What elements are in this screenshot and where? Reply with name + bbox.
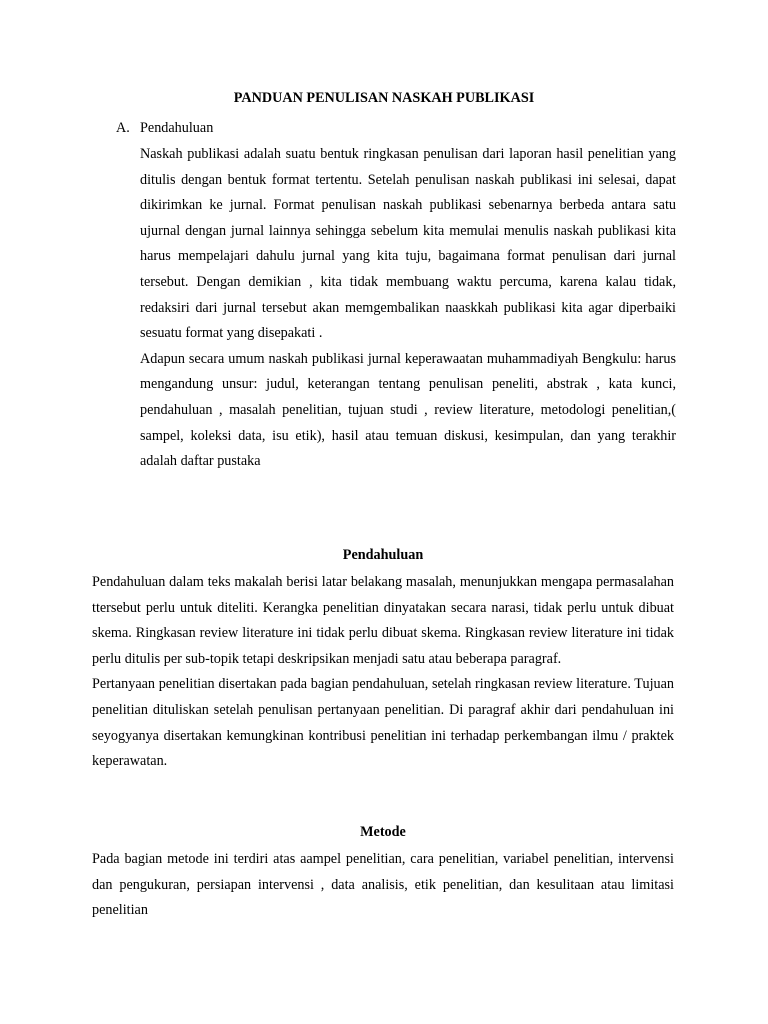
- section-a-paragraph: Naskah publikasi adalah suatu bentuk ringkasan penulisan dari laporan hasil penelitian yang ditulis dengan bentuk format tertentu. Setelah penulisan naskah publikasi ini selesai, dapat dikirimkan ke jurnal. Format penulisan naskah publikasi sebenarnya berbeda antara satu ujurnal dengan jurnal lainnya sehingga sebelum kita memulai menulis naskah publikasi kita harus mempelajari dahulu jurnal yang kita tuju, bagaimana format penulisan dari jurnal tersebut. Dengan demikian , kita tidak membuang waktu percuma, karena kalau tidak, redaksiri dari jurnal tersebut akan memgembalikan naaskkah publikasi kita agar diperbaiki sesuatu format yang disepakati .: [140, 146, 676, 342]
- section-a-paragraph: Adapun secara umum naskah publikasi jurnal keperawaatan muhammadiyah Bengkulu: harus mengandung unsur: judul, keterangan tentang penulisan peneliti, abstrak , kata kunci, pendahuluan , masalah penelitian, tujuan studi , review literature, metodologi penelitian,( sampel, koleksi data, isu etik), hasil atau temuan diskusi, kesimpulan, dan yang terakhir adalah daftar pustaka: [140, 350, 676, 470]
- section-a-title: Pendahuluan: [140, 120, 214, 136]
- metode-section: [92, 822, 674, 924]
- metode-paragraph: Pada bagian metode ini terdiri atas aampel penelitian, cara penelitian, variabel penelitian, intervensi dan pengukuran, persiapan intervensi , data analisis, etik penelitian, dan kesulitaan atau limitasi penelitian: [92, 851, 674, 919]
- section-a-heading: [116, 118, 676, 138]
- section-a: [116, 118, 676, 475]
- pendahuluan-section: [92, 545, 674, 775]
- metode-heading: Metode: [360, 824, 406, 840]
- pendahuluan-heading: Pendahuluan: [342, 547, 424, 563]
- section-a-letter: A.: [116, 120, 130, 136]
- section-a-body: [140, 142, 676, 475]
- pendahuluan-paragraph: Pendahuluan dalam teks makalah berisi latar belakang masalah, menunjukkan mengapa permasalahan ttersebut perlu untuk diteliti. Kerangka penelitian dinyatakan secara narasi, tidak perlu untuk dibuat skema. Ringkasan review literature ini tidak perlu dibuat skema. Ringkasan review literature ini tidak perlu ditulis per sub-topik tetapi deskripsikan menjadi satu atau beberapa paragraf.: [92, 574, 674, 667]
- pendahuluan-paragraph: Pertanyaan penelitian disertakan pada bagian pendahuluan, setelah ringkasan review literature. Tujuan penelitian dituliskan setelah penulisan pertanyaan penelitian. Di paragraf akhir dari pendahuluan ini seyogyanya disertakan kemungkinan kontribusi penelitian ini terhadap perkembangan ilmu / praktek keperawatan.: [92, 676, 674, 770]
- document-title: PANDUAN PENULISAN NASKAH PUBLIKASI: [233, 90, 535, 106]
